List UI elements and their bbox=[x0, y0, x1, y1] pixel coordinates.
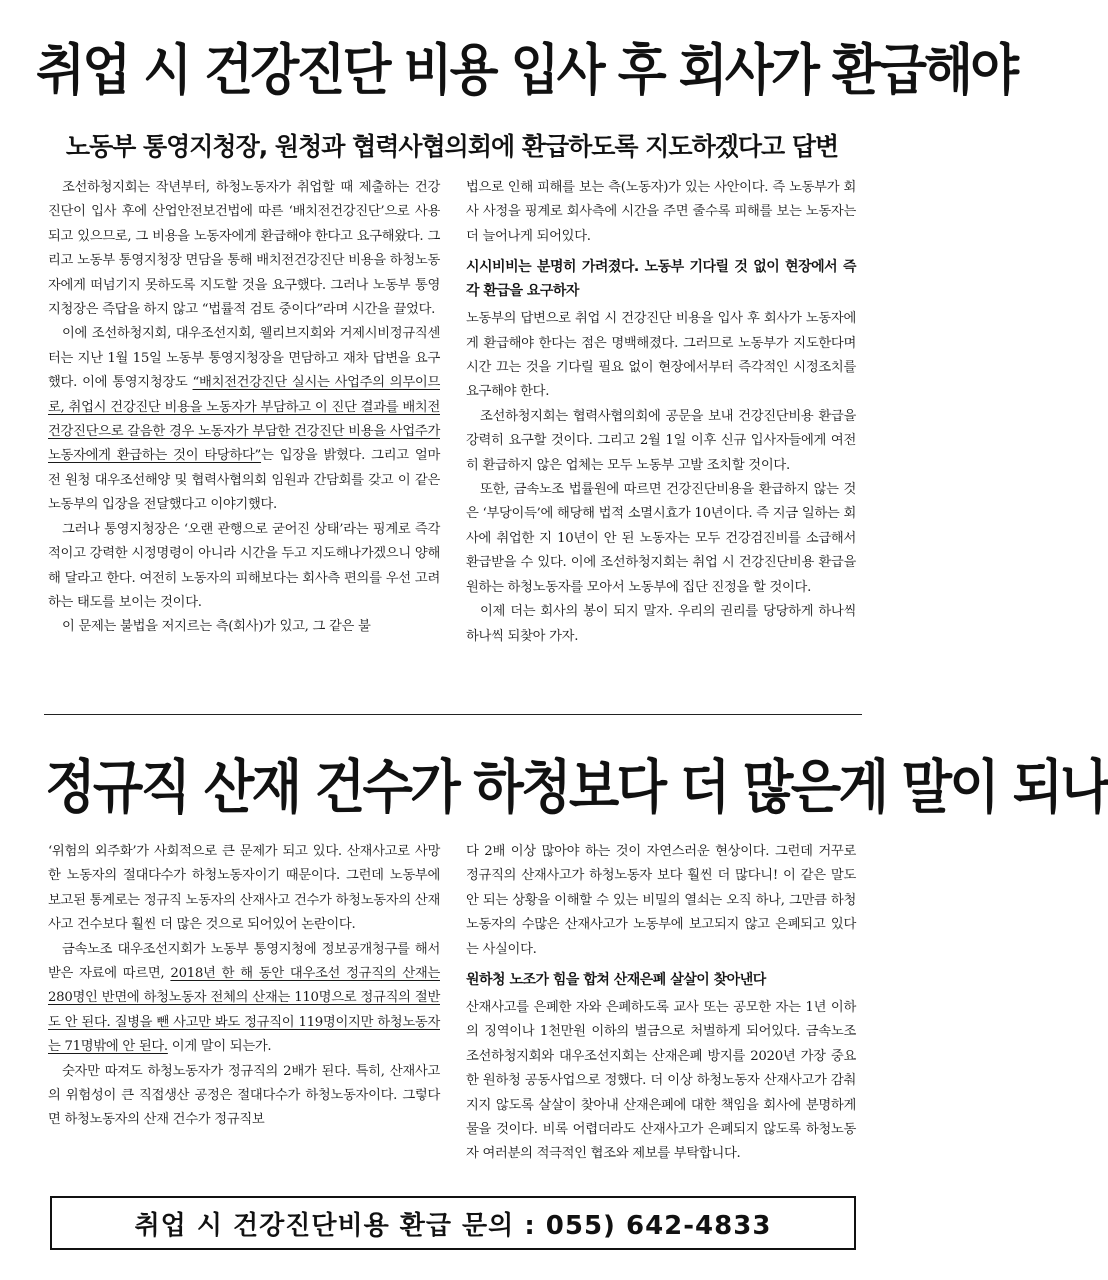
underlined-quote: “배치전건강진단 실시는 사업주의 의무이므로, 취업시 건강진단 비용을 노동자가 부담하고 이 진단 결과를 배치전건강진단으로 갈음한 경우 노동자가 부담한 건강진단 비용을 사업주가 노동자에게 환급하는 것이 타당하다” bbox=[48, 375, 440, 464]
article1-paragraph: 조선하청지회는 작년부터, 하청노동자가 취업할 때 제출하는 건강진단이 입사 후에 산업안전보건법에 따른 ‘배치전건강진단’으로 사용되고 있으므로, 그 비용을 노동자에게 환급해야 한다고 요구해왔다. 그리고 노동부 통영지청장 면담을 통해 배치전건강진단 비용을 하청노동자에게 떠넘기지 못하도록 지도할 것을 요구했다. 그러나 노동부 통영지청장은 즉답을 하지 않고 “법률적 검토 중이다”라며 시간을 끌었다. bbox=[48, 180, 440, 318]
article1-section-heading: 시시비비는 분명히 가려졌다. 노동부 기다릴 것 없이 현장에서 즉각 환급을 요구하자 bbox=[466, 259, 856, 300]
article2-paragraph: 다 2배 이상 많아야 하는 것이 자연스러운 현상이다. 그런데 거꾸로 정규직의 산재사고가 하청노동자 보다 훨씬 더 많다니! 이 같은 말도 안 되는 상황을 이해할 수 있는 비밀의 열쇠는 오직 하나, 그만큼 하청노동자의 수많은 산재사고가 노동부에 보고되지 않고 은폐되고 있다는 사실이다. bbox=[466, 844, 856, 957]
text-span: 금속노조 대우조선지회가 노동부 통영지청에 정보공개청구를 해서 받은 자료에 따르면, bbox=[48, 941, 440, 982]
contact-box: 취업 시 건강진단비용 환급 문의 : 055) 642-4833 bbox=[50, 1196, 856, 1250]
text-span: 이게 말이 되는가. bbox=[167, 1039, 272, 1055]
article2-paragraph: 산재사고를 은폐한 자와 은폐하도록 교사 또는 공모한 자는 1년 이하의 징역이나 1천만원 이하의 벌금으로 처벌하게 되어있다. 금속노조 조선하청지회와 대우조선지회는 산재은폐 방지를 2020년 가장 중요한 원하청 공동사업으로 정했다. 더 이상 하청노동자 산재사고가 감춰지지 않도록 살살이 찾아내 산재은폐에 대한 책임을 회사에 분명하게 물을 것이다. 비록 어렵더라도 산재사고가 은폐되지 않도록 하청노동자 여러분의 적극적인 협조와 제보를 부탁합니다. bbox=[466, 1000, 856, 1162]
text-span: 이에 조선하청지회, 대우조선지회, 웰리브지회와 거제시비정규직센터는 지난 1월 15일 노동부 통영지청장을 면담하고 재차 답변을 요구했다. 이에 통영지청장도 bbox=[48, 326, 440, 391]
article1-paragraph: 조선하청지회는 협력사협의회에 공문을 보내 건강진단비용 환급을 강력히 요구할 것이다. 그리고 2월 1일 이후 신규 입사자들에게 여전히 환급하지 않은 업체는 모두 노동부 고발 조치할 것이다. bbox=[466, 408, 856, 473]
article1-headline: 취업 시 건강진단 비용 입사 후 회사가 환급해야 bbox=[36, 38, 1017, 102]
article2-right-column bbox=[466, 840, 856, 1167]
article1-left-column bbox=[48, 176, 440, 640]
underlined-statistics: 2018년 한 해 동안 대우조선 정규직의 산재는 280명인 반면에 하청노동자 전체의 산재는 110명으로 정규직의 절반도 안 된다. 질병을 뺀 사고만 봐도 정규직이 119명이지만 하청노동자는 71명밖에 안 된다. bbox=[48, 966, 440, 1055]
article1-paragraph: 노동부의 답변으로 취업 시 건강진단 비용을 입사 후 회사가 노동자에게 환급해야 한다는 점은 명백해졌다. 그러므로 노동부가 지도한다며 시간 끄는 것을 기다릴 필요 없이 현장에서부터 즉각적인 시정조치를 요구해야 한다. bbox=[466, 311, 856, 400]
article2-paragraph bbox=[48, 938, 440, 1060]
article2-paragraph: 숫자만 따져도 하청노동자가 정규직의 2배가 된다. 특히, 산재사고의 위험성이 큰 직접생산 공정은 절대다수가 하청노동자이다. 그렇다면 하청노동자의 산재 건수가 정규직보 bbox=[48, 1063, 440, 1128]
article1-paragraph: 그러나 통영지청장은 ‘오랜 관행으로 굳어진 상태’라는 핑계로 즉각적이고 강력한 시정명령이 아니라 시간을 두고 지도해나가겠으니 양해해 달라고 한다. 여전히 노동자의 피해보다는 회사측 편의를 우선 고려하는 태도를 보이는 것이다. bbox=[48, 521, 440, 610]
article2-paragraph: ‘위험의 외주화’가 사회적으로 큰 문제가 되고 있다. 산재사고로 사망한 노동자의 절대다수가 하청노동자이기 때문이다. 그런데 노동부에 보고된 통계로는 정규직 노동자의 산재사고 건수가 하청노동자의 산재사고 건수보다 훨씬 더 많은 것으로 되어있어 논란이다. bbox=[48, 844, 440, 933]
article1-paragraph: 이제 더는 회사의 봉이 되지 말자. 우리의 권리를 당당하게 하나씩 하나씩 되찾아 가자. bbox=[466, 604, 856, 644]
article2-headline: 정규직 산재 건수가 하청보다 더 많은게 말이 되나 bbox=[45, 753, 1108, 821]
article2-section-heading: 원하청 노조가 힘을 합쳐 산재은폐 살살이 찾아낸다 bbox=[466, 972, 766, 989]
article1-subheadline: 노동부 통영지청장, 원청과 협력사협의회에 환급하도록 지도하겠다고 답변 bbox=[65, 132, 839, 161]
section-divider bbox=[44, 714, 862, 715]
article1-paragraph: 이 문제는 불법을 저지르는 측(회사)가 있고, 그 같은 불 bbox=[62, 619, 371, 635]
article1-right-column bbox=[466, 176, 856, 649]
text-span: 는 입장을 밝혔다. 그리고 얼마 전 원청 대우조선해양 및 협력사협의회 임원과 간담회를 갖고 이 같은 노동부의 입장을 전달했다고 이야기했다. bbox=[48, 448, 441, 513]
article1-paragraph: 또한, 금속노조 법률원에 따르면 건강진단비용을 환급하지 않는 것은 ‘부당이득’에 해당해 법적 소멸시효가 10년이다. 즉 지금 일하는 회사에 취업한 지 10년이 안 된 노동자는 모두 건강검진비를 소급해서 환급받을 수 있다. 이에 조선하청지회는 취업 시 건강진단비용 환급을 원하는 하청노동자를 모아서 노동부에 집단 진정을 할 것이다. bbox=[466, 482, 856, 595]
article1-paragraph bbox=[48, 322, 440, 517]
article1-paragraph: 법으로 인해 피해를 보는 측(노동자)가 있는 사안이다. 즉 노동부가 회사 사정을 핑계로 회사측에 시간을 주면 줄수록 피해를 보는 노동자는 더 늘어나게 되어있다. bbox=[466, 180, 856, 244]
article2-left-column bbox=[48, 840, 440, 1133]
